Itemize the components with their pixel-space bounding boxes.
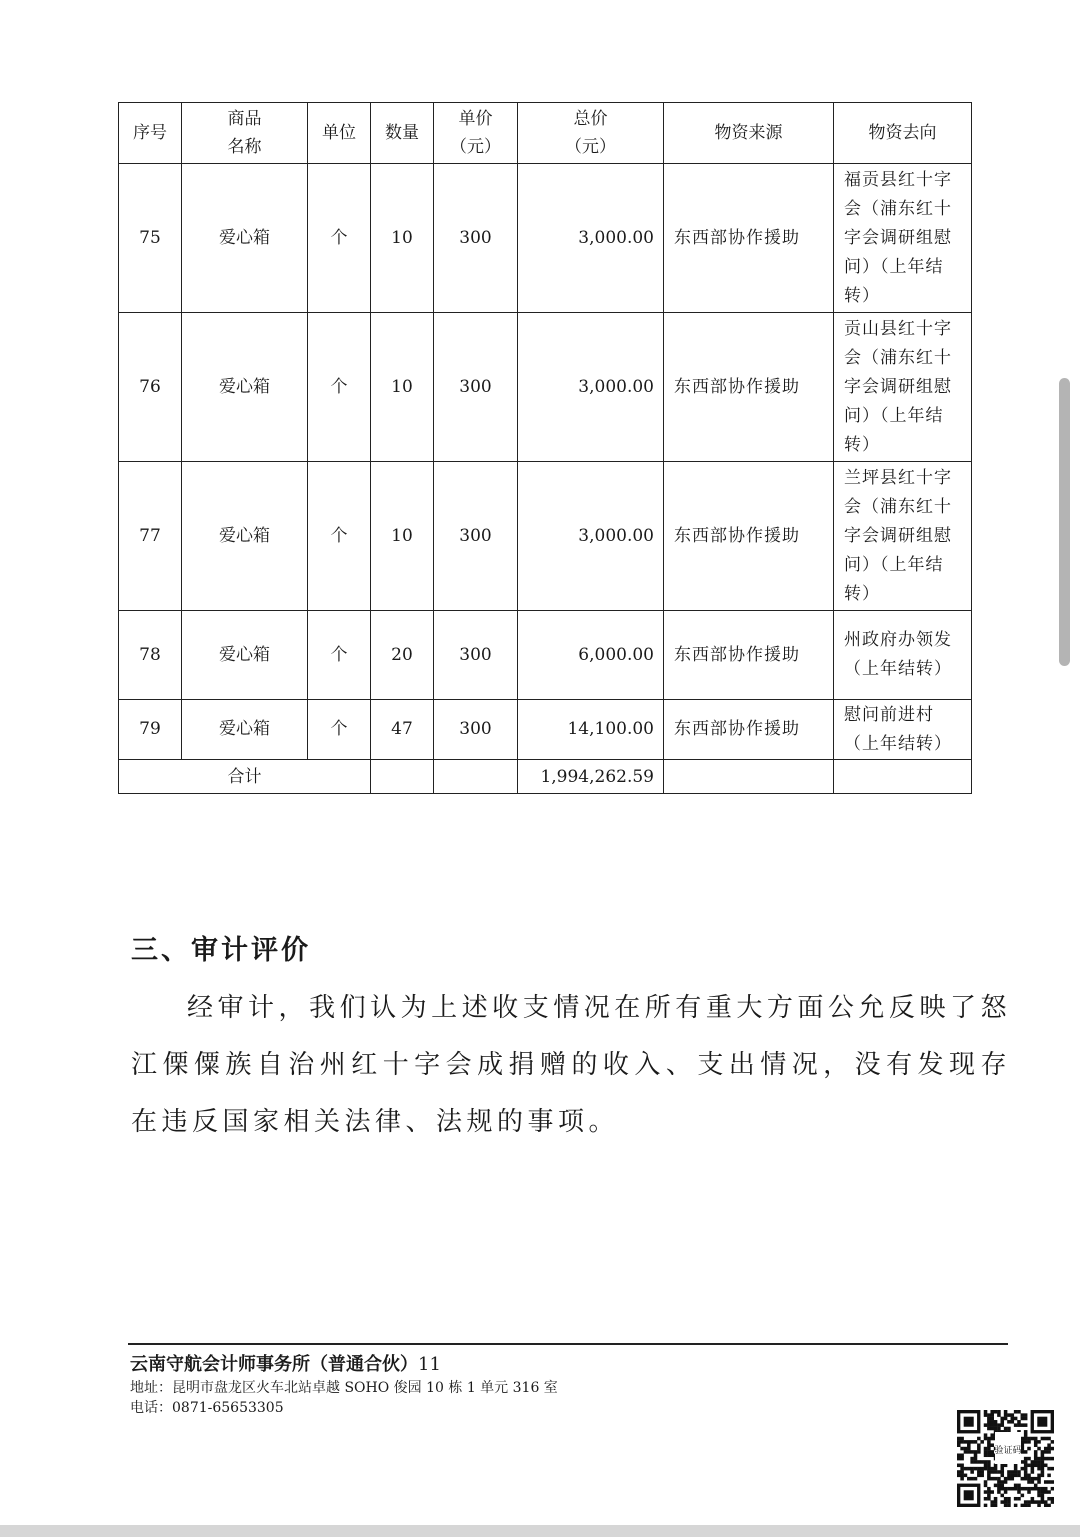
header-unit: 单位 [308,103,371,164]
footer-address: 地址：昆明市盘龙区火车北站卓越 SOHO 俊园 10 栋 1 单元 316 室 [130,1380,558,1396]
cell-price: 300 [434,164,518,313]
cell-total: 3,000.00 [518,462,664,611]
supplies-table [118,102,972,794]
cell-destination: 贡山县红十字会（浦东红十字会调研组慰问）（上年结转） [834,313,972,462]
cell-name: 爱心箱 [182,462,308,611]
cell-qty: 10 [371,164,434,313]
header-name: 商品 名称 [182,103,308,164]
header-total: 总价 （元） [518,103,664,164]
cell-total: 3,000.00 [518,164,664,313]
bottom-bar [0,1525,1080,1537]
cell-destination: 慰问前进村（上年结转） [834,700,972,760]
cell-price: 300 [434,313,518,462]
header-price: 单价 （元） [434,103,518,164]
cell-empty [434,760,518,794]
section-title: 三、审计评价 [131,935,311,966]
cell-destination: 州政府办领发（上年结转） [834,611,972,700]
table-row [119,462,972,611]
cell-name: 爱心箱 [182,313,308,462]
cell-seq: 77 [119,462,182,611]
cell-empty [834,760,972,794]
svg-text:验证码: 验证码 [994,1446,1022,1456]
cell-total: 6,000.00 [518,611,664,700]
table-row [119,313,972,462]
cell-source: 东西部协作援助 [664,164,834,313]
cell-unit: 个 [308,313,371,462]
cell-name: 爱心箱 [182,164,308,313]
cell-unit: 个 [308,611,371,700]
cell-seq: 79 [119,700,182,760]
table-total-row [119,760,972,794]
footer-divider [128,1343,1008,1345]
table-row [119,611,972,700]
cell-qty: 20 [371,611,434,700]
cell-destination: 福贡县红十字会（浦东红十字会调研组慰问）（上年结转） [834,164,972,313]
cell-price: 300 [434,700,518,760]
cell-unit: 个 [308,462,371,611]
scrollbar-thumb[interactable] [1059,378,1070,666]
cell-total: 3,000.00 [518,313,664,462]
cell-total: 14,100.00 [518,700,664,760]
cell-seq: 76 [119,313,182,462]
cell-seq: 78 [119,611,182,700]
cell-source: 东西部协作援助 [664,611,834,700]
cell-empty [371,760,434,794]
cell-unit: 个 [308,164,371,313]
cell-qty: 10 [371,313,434,462]
audit-opinion-paragraph: 经审计，我们认为上述收支情况在所有重大方面公允反映了怒江傈僳族自治州红十字会成捐赠的收入、支出情况，没有发现存在违反国家相关法律、法规的事项。 [131,993,1011,1137]
cell-source: 东西部协作援助 [664,313,834,462]
footer-firm: 云南守航会计师事务所（普通合伙）11 [130,1354,441,1375]
table-header-row [119,103,972,164]
cell-qty: 47 [371,700,434,760]
header-destination: 物资去向 [834,103,972,164]
table-row [119,164,972,313]
cell-qty: 10 [371,462,434,611]
cell-source: 东西部协作援助 [664,462,834,611]
cell-source: 东西部协作援助 [664,700,834,760]
cell-unit: 个 [308,700,371,760]
qr-code-icon [957,1410,1054,1507]
cell-price: 300 [434,462,518,611]
cell-seq: 75 [119,164,182,313]
header-source: 物资来源 [664,103,834,164]
header-seq: 序号 [119,103,182,164]
page-number: 11 [418,1354,441,1375]
cell-name: 爱心箱 [182,700,308,760]
total-label: 合计 [119,760,371,794]
cell-destination: 兰坪县红十字会（浦东红十字会调研组慰问）（上年结转） [834,462,972,611]
cell-price: 300 [434,611,518,700]
footer-phone: 电话：0871-65653305 [130,1400,284,1416]
table-row [119,700,972,760]
cell-name: 爱心箱 [182,611,308,700]
total-amount: 1,994,262.59 [518,760,664,794]
cell-empty [664,760,834,794]
header-qty: 数量 [371,103,434,164]
